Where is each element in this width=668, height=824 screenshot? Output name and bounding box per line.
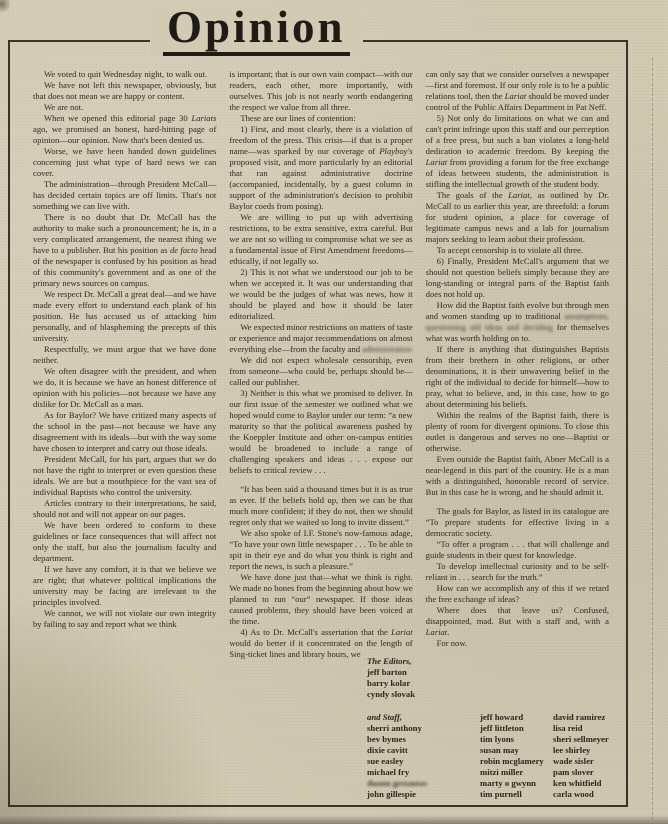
staff-name: dixie cavitt: [367, 745, 408, 755]
paragraph: 2) This is not what we understood our job to be when we accepted it. It was our understanding that we would be the judges of what was news, how it should be played and how it should be later editorialized.: [229, 267, 413, 321]
staff-name: sheri sellmeyer: [553, 734, 609, 744]
paragraph: We respect Dr. McCall a great deal—and we have made every effort to understand each plank of his position. He has accused us of attacking him personally, and of blaspheming the precepts of this university.: [33, 289, 217, 343]
paragraph: Where does that leave us? Confused, disappointed, mad. But with a staff and, with a Lariat.: [425, 605, 609, 637]
paragraph: When we opened this editorial page 30 Lariats ago, we promised an honest, hard-hitting page of opinion—our opinion. Now that's been denied us.: [33, 113, 217, 145]
paragraph: There is no doubt that Dr. McCall has the authority to make such a pronouncement; he is, in a very complicated arrangement, the nearest thing we have to a publisher. But his position as de facto head of the newspaper is confused by his position as head of this community's government and as one of the primary news sources on campus.: [33, 212, 217, 288]
paragraph: [426, 498, 609, 506]
paragraph: We also spoke of I.F. Stone's now-famous adage, “To have your own little newspaper . . . To be able to spit in their eye and do what you think is right and report the news, is such a pleasure.”: [229, 528, 413, 571]
staff-name: wade sisler: [553, 756, 594, 766]
paragraph: 4) As to Dr. McCall's assertation that the Lariat would do better if it concentrated on the length of Sing-ticket lines and library hours, we: [229, 627, 413, 659]
paragraph: We expected minor restrictions on matters of taste or experience and major recommendations on almost everything else—from the faculty and administration: [229, 322, 413, 354]
staff-name: tim purnell: [480, 789, 522, 799]
paragraph: “It has been said a thousand times but it is as true as ever. If the beliefs hold up, then we can be that much more confident; if they do not, then we should regret only that we waited so long to invite dissent.”: [229, 484, 413, 527]
paragraph: As for Baylor? We have critized many aspects of the school in the past—not because we have any disagreement with its ideals—but with the way some have chosen to interpret and carry out those ideals.: [33, 410, 217, 453]
column-1: [33, 69, 216, 660]
paragraph: [229, 476, 412, 484]
staff-name: carla wood: [553, 789, 594, 799]
paragraph: If there is anything that distinguishes Baptists from their brethern in other religions, or other denominations, it is their unwavering belief in the right of the individual to decide for himself—how to pray, what to believe, and, in this case, how to go about determining his beliefs.: [425, 344, 609, 409]
paragraph: If we have any comfort, it is that we believe we are right; that whatever political implications the university may be facing are irrelevant to the principles involved.: [33, 564, 217, 607]
paragraph: We have done just that—what we think is right. We made no bones from the beginning about how we planned to run “our” newspaper. If those ideas caused problems, they should have been voiced at the time.: [229, 572, 413, 626]
staff-name: marty o gwynn: [480, 778, 536, 788]
paragraph: We are willing to put up with advertising restrictions, to be extra sensitive, extra careful. But we are not so willing to compromise what we see as a fundamental issue of First Amendment freedoms—ethically, if not legally so.: [229, 212, 413, 266]
staff-name: sue easley: [367, 756, 404, 766]
staff-label: and Staff,: [367, 712, 403, 722]
paragraph: To accept censorship is to violate all three.: [436, 245, 584, 255]
staff-name: jeff howard: [480, 712, 524, 722]
page-fold-line: [652, 58, 653, 820]
staff-name: bev bymes: [367, 734, 406, 744]
paragraph: We voted to quit Wednesday night, to walk out.: [44, 69, 208, 79]
credits-block: [367, 656, 663, 800]
staff-name: robin mcglamery: [480, 756, 544, 766]
staff-name: lisa reid: [553, 723, 583, 733]
staff-name: lee shirley: [553, 745, 591, 755]
paragraph: can only say that we consider ourselves a newspaper—first and foremost. If our only role is to be a public relations tool, then the Lariat should be moved under control of the Public Affairs Department in Pat Neff.: [425, 69, 609, 112]
paragraph: Even outside the Baptist faith, Abner McCall is a near-legend in this part of the country. He is a man with a distinguished, honorable record of service. But in this case he is wrong, and he should admit it.: [425, 454, 609, 497]
staff-name: jeff littleton: [480, 723, 524, 733]
paragraph: We have not left this newspaper, obviously, but that does not mean we are happy or content.: [33, 80, 217, 101]
paragraph: How did the Baptist faith evolve but through men and women standing up to traditional assumptions, questioning old ideas and deciding for themselves what was worth holding on to.: [425, 300, 609, 343]
page-title: Opinion: [163, 5, 350, 56]
paragraph: For now.: [436, 638, 468, 648]
paragraph: We are not.: [44, 102, 84, 112]
paragraph: The administration—through President McCall—has decided certain topics are off limits. That's not something we can live with.: [33, 179, 217, 211]
paragraph: Articles contrary to their interpretations, he said, should not and will not appear on our pages.: [33, 498, 217, 519]
paragraph: “To offer a program . . . that will challenge and guide students in their quest for knowledge.: [425, 539, 609, 560]
paragraph: 6) Finally, President McCall's argument that we should not question beliefs simply because they are long-standing or integral parts of the Baptist faith does not hold up.: [425, 256, 609, 299]
staff-name: john gillespie: [367, 789, 416, 799]
paragraph: We often disagree with the president, and when we do, it is because we have an honest difference of opinion with his policies—not because we have any dislike for Dr. McCall as a man.: [33, 366, 217, 409]
staff-name: pam slover: [553, 767, 594, 777]
editor-name: barry kolar: [367, 678, 411, 688]
staff-row: [367, 712, 663, 800]
editors-list: [367, 667, 663, 700]
editor-name: cyndy slovak: [367, 689, 416, 699]
staff-name: ken whitfield: [553, 778, 602, 788]
staff-name: david ramirez: [553, 712, 606, 722]
editor-name: jeff barton: [367, 667, 407, 677]
paragraph: 5) Not only do limitations on what we can and can't print infringe upon this staff and our perception of a free press, but such a ban violates a long-held dedication to academic freedom. By keeping the Lariat from providing a forum for the free exchange of ideas between students, the administration is stifling the intellectual growth of the student body.: [425, 113, 609, 189]
paragraph: Worse, we have been handed down guidelines concerning just what type of hard news we can cover.: [33, 146, 217, 178]
column-3: [426, 69, 609, 660]
paragraph: To develop intellectual curiosity and to be self-reliant in . . . search for the truth.”: [425, 561, 609, 582]
staff-name: michael fry: [367, 767, 410, 777]
paragraph: The goals for Baylor, as listed in its catalogue are “To prepare students for effective living in a democratic society.: [425, 506, 609, 538]
editorial-columns: [33, 69, 609, 660]
paragraph: Within the realms of the Baptist faith, there is plenty of room for divergent opinions. To close this outlet is dangerous and serves no one—Baptist or otherwise.: [425, 410, 609, 453]
staff-column-c: [553, 712, 663, 800]
column-2: [229, 69, 412, 660]
paragraph: The goals of the Lariat, as outlined by Dr. McCall to us earlier this year, are threefold: a forum for student opinion, a place for coverage of legitimate campus news and a lab for journalism majors seeking to learn aobut their profession.: [425, 190, 609, 244]
paragraph: President McCall, for his part, argues that we do not have the right to interpret or even question these ideals. We are but a mouthpiece for the vast sea of individual Baptists who control the university.: [33, 454, 217, 497]
staff-name: mitzi miller: [480, 767, 524, 777]
paragraph: is important; that is our own vain compact—with our readers, each other, more importantly, with ourselves. This job is not nearly worth endangering the respect we value from all three.: [229, 69, 413, 112]
staff-list-a: [367, 723, 480, 800]
staff-name: susan may: [480, 745, 519, 755]
page-border-frame: [8, 2, 628, 807]
paragraph: We did not expect wholesale censorship, even from someone—who could be, perhaps should be—called our publisher.: [229, 355, 413, 387]
paragraph: We cannot, we will not violate our own integrity by failing to say and report what we think: [33, 608, 217, 629]
paragraph: How can we accomplish any of this if we retard the free exchange of ideas?: [425, 583, 609, 604]
staff-column-a: [367, 712, 480, 800]
editors-label: The Editors,: [367, 656, 412, 666]
paragraph: We have been ordered to conform to these guidelines or face consequences that will affect not only the staff, but also the journalism faculty and department.: [33, 520, 217, 563]
staff-name: tim lyons: [480, 734, 515, 744]
staff-name: duann gestautas: [367, 778, 428, 788]
staff-name: sherri anthony: [367, 723, 422, 733]
masthead: [150, 2, 363, 56]
paragraph: Respectfully, we must argue that we have done neither.: [33, 344, 217, 365]
paragraph: 3) Neither is this what we promised to deliver. In our first issue of the semester we outlined what we hoped would come to Baylor under our term: “a new maturity so that the political awareness pushed by the Koeppler Institute and other on-campus entities would be broadened to include a range of challenging speakers and ideas . . . expose our beliefs to critical review . . .: [229, 388, 413, 475]
paragraph: 1) First, and most clearly, there is a violation of freedom of the press. This crisis—if that is a proper name—was sparked by our coverage of Playboy's proposed visit, and more particularly by an editorial that ran against administrative doctrine (accompanied, incidentally, by a guest column in support of the administration's decision to prohibit Baylor coeds from posing).: [229, 124, 413, 211]
paragraph: These are our lines of contention:: [240, 113, 356, 123]
staff-column-b: [480, 712, 553, 800]
